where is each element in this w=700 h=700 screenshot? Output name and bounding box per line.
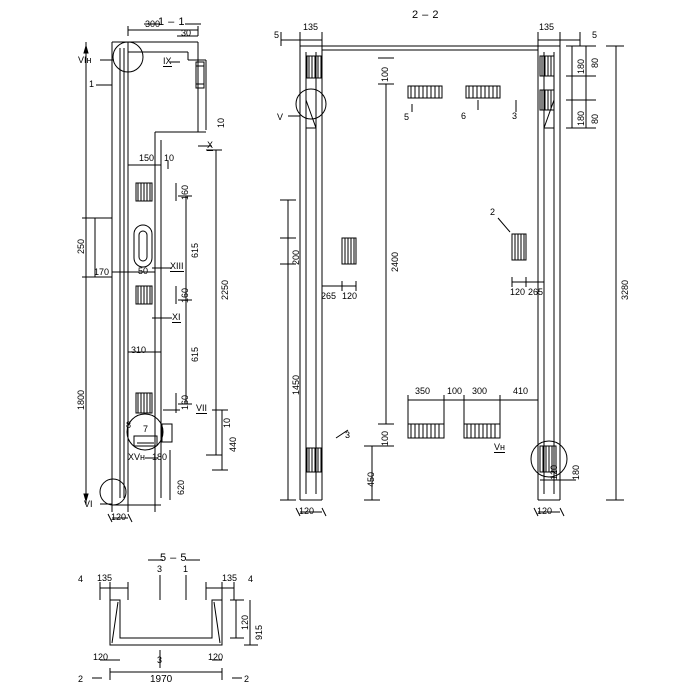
dim-120-vn: 120 (549, 464, 559, 480)
dim-300: 300 (145, 19, 161, 29)
mark-2-right: 2 (244, 674, 250, 684)
dim-80-a: 80 (590, 57, 600, 68)
dim-350: 350 (415, 386, 431, 396)
dim-200: 200 (291, 249, 301, 265)
dim-410: 410 (513, 386, 529, 396)
mark-vi: VI (84, 499, 93, 509)
dim-160-c: 160 (180, 394, 190, 410)
section-2-title: 2 – 2 (412, 9, 439, 21)
dim-450: 450 (366, 471, 376, 487)
dim-2400: 2400 (390, 251, 400, 272)
section-1-title: 1 – 1 (158, 16, 185, 28)
dim-100-a: 100 (447, 386, 463, 396)
dim5-120-right: 120 (240, 614, 250, 630)
dim-5-left: 5 (274, 30, 280, 40)
mark-4-right: 4 (248, 574, 254, 584)
dim5-120-bottom-left: 120 (93, 652, 109, 662)
dim-150: 150 (139, 153, 155, 163)
dim-50: 50 (138, 266, 149, 276)
dim-5-right: 5 (592, 30, 598, 40)
dim-250: 250 (76, 238, 86, 254)
dim-160-a: 160 (180, 184, 190, 200)
mark-1-top: 1 (183, 564, 189, 574)
mark-xi: XI (172, 312, 181, 322)
mark-3-bottom: 3 (157, 655, 163, 665)
dim-170: 170 (94, 267, 110, 277)
dim-620: 620 (176, 479, 186, 495)
dim-2250: 2250 (220, 279, 230, 300)
mark-4-left: 4 (78, 574, 84, 584)
mark-vi-n: VIн (78, 55, 92, 65)
mark-v-n: Vн (494, 442, 505, 452)
dim-120-left: 120 (342, 291, 358, 301)
dim-1800: 1800 (76, 389, 86, 410)
dim-3280: 3280 (620, 279, 630, 300)
section-5-title: 5 – 5 (160, 552, 187, 564)
dim-160-b: 160 (180, 287, 190, 303)
dim-10-top: 10 (216, 117, 226, 128)
mark-pos-1: 1 (89, 79, 95, 89)
mark-pos-7: 7 (143, 424, 149, 434)
dim-265-left: 265 (321, 291, 337, 301)
dim-80-b: 80 (590, 113, 600, 124)
dim-100-top: 100 (380, 66, 390, 82)
mark-v-top: V (277, 112, 284, 122)
dim5-1970: 1970 (150, 674, 173, 685)
mark-ix: IX (163, 56, 172, 66)
dim-135-right: 135 (539, 22, 555, 32)
dim-180-a: 180 (576, 58, 586, 74)
mark-2-left: 2 (78, 674, 84, 684)
dim-300-b: 300 (472, 386, 488, 396)
dim-135-left: 135 (303, 22, 319, 32)
mark-xv-n: XVн (128, 452, 145, 462)
mark-pos-6: 6 (461, 111, 467, 121)
dim5-915: 915 (254, 624, 264, 640)
dim-120-bottom: 120 (111, 512, 127, 522)
dim-10b: 10 (164, 153, 175, 163)
dim5-135-left: 135 (97, 573, 113, 583)
dim-615-a: 615 (190, 242, 200, 258)
dim5-135-right: 135 (222, 573, 238, 583)
mark-x: X (207, 140, 214, 150)
dim-1450: 1450 (291, 374, 301, 395)
dim-180: 180 (152, 452, 168, 462)
dim-265-right: 265 (528, 287, 544, 297)
dim-30: 30 (181, 28, 192, 38)
dim-180-b: 180 (576, 110, 586, 126)
mark-pos-3-bot: 3 (345, 430, 351, 440)
mark-3-top: 3 (157, 564, 163, 574)
dim-120-base-left: 120 (299, 506, 315, 516)
dim-180-vn: 180 (571, 464, 581, 480)
dim-440: 440 (228, 436, 238, 452)
mark-pos-5: 5 (404, 112, 410, 122)
mark-vii: VII (196, 403, 208, 413)
dim-310: 310 (131, 345, 147, 355)
mark-xiii: XIII (170, 261, 184, 271)
mark-pos-8: 8 (126, 420, 132, 430)
dim-10c: 10 (222, 417, 232, 428)
dim-100-bottom: 100 (380, 430, 390, 446)
dim-120-base-right: 120 (537, 506, 553, 516)
mark-pos-3-top: 3 (512, 111, 518, 121)
dim-615-b: 615 (190, 346, 200, 362)
dim-120-right: 120 (510, 287, 526, 297)
mark-pos-2: 2 (490, 207, 496, 217)
dim5-120-bottom-right: 120 (208, 652, 224, 662)
